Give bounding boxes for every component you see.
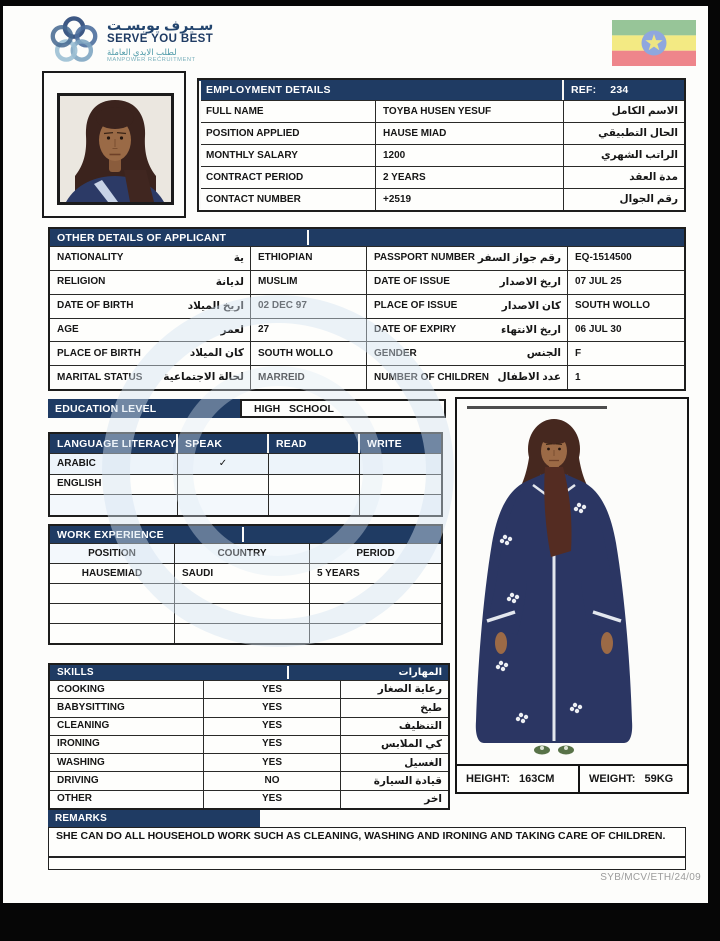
skill-name-arabic: التنظيف bbox=[341, 718, 448, 735]
detail-label: MARITAL STATUS لحالة الاجتماعية bbox=[50, 366, 250, 389]
skill-name-arabic: كي الملابس bbox=[341, 736, 448, 753]
work-position: HAUSEMIAD bbox=[50, 564, 174, 583]
period-header: PERIOD bbox=[310, 544, 441, 563]
remarks-empty-row bbox=[48, 857, 686, 870]
document-page bbox=[3, 6, 708, 903]
skill-value: NO bbox=[204, 772, 340, 789]
brand-tagline: MANPOWER RECRUITMENT bbox=[107, 57, 196, 64]
employment-value: +2519 bbox=[376, 189, 563, 210]
skill-name: BABYSITTING bbox=[50, 699, 203, 716]
brand-name: SERVE YOU BEST bbox=[107, 33, 214, 46]
read-header: READ bbox=[269, 434, 359, 453]
employment-value: TOYBA HUSEN YESUF bbox=[376, 101, 563, 122]
skill-name: COOKING bbox=[50, 681, 203, 698]
work-position bbox=[50, 624, 174, 643]
remarks-header: REMARKS bbox=[48, 810, 260, 827]
document-reference-code: SYB/MCV/ETH/24/09 bbox=[600, 872, 701, 883]
employment-details-table bbox=[197, 78, 686, 212]
detail-value: SOUTH WOLLO bbox=[568, 295, 684, 318]
work-period bbox=[310, 584, 441, 603]
language-name bbox=[50, 495, 177, 515]
detail-label: DATE OF BIRTH اريخ الميلاد bbox=[50, 295, 250, 318]
detail-label: NATIONALITY ية bbox=[50, 247, 250, 270]
detail-label: PASSPORT NUMBER رقم جواز السفر bbox=[367, 247, 567, 270]
speak-check bbox=[178, 495, 268, 515]
work-country: SAUDI bbox=[175, 564, 309, 583]
detail-value: ETHIOPIAN bbox=[251, 247, 366, 270]
brand-name-arabic: سـيرف يوبسـت bbox=[107, 16, 214, 33]
detail-value: MARREID bbox=[251, 366, 366, 389]
work-period: 5 YEARS bbox=[310, 564, 441, 583]
employment-value: 1200 bbox=[376, 145, 563, 166]
skill-value: YES bbox=[204, 718, 340, 735]
language-name: ARABIC bbox=[50, 454, 177, 474]
skill-value: YES bbox=[204, 699, 340, 716]
employment-label: FULL NAME bbox=[199, 101, 375, 122]
detail-value: 02 DEC 97 bbox=[251, 295, 366, 318]
employment-label: CONTRACT PERIOD bbox=[199, 167, 375, 188]
detail-label: DATE OF EXPIRY اريخ الانتهاء bbox=[367, 319, 567, 342]
knot-logo-icon bbox=[48, 15, 100, 67]
employment-label-arabic: الراتب الشهري bbox=[564, 145, 684, 166]
detail-label: DATE OF ISSUE اريخ الاصدار bbox=[367, 271, 567, 294]
height-value: 163CM bbox=[519, 773, 555, 785]
position-header: POSITION bbox=[50, 544, 174, 563]
employment-label-arabic: رقم الجوال bbox=[564, 189, 684, 210]
employment-value: 2 YEARS bbox=[376, 167, 563, 188]
work-period bbox=[310, 604, 441, 623]
speak-check: ✓ bbox=[178, 454, 268, 474]
education-level-header: EDUCATION LEVEL bbox=[48, 399, 240, 418]
detail-label: PLACE OF ISSUE كان الاصدار bbox=[367, 295, 567, 318]
write-check bbox=[360, 475, 441, 495]
work-country bbox=[175, 604, 309, 623]
skill-name: CLEANING bbox=[50, 718, 203, 735]
language-name: ENGLISH bbox=[50, 475, 177, 495]
brand-text bbox=[107, 17, 213, 65]
write-check bbox=[360, 495, 441, 515]
speak-header: SPEAK bbox=[178, 434, 268, 453]
detail-label: GENDER الجنس bbox=[367, 342, 567, 365]
portrait-photo-frame bbox=[42, 71, 186, 218]
speak-check bbox=[178, 475, 268, 495]
skills-title-arabic: المهارات bbox=[398, 667, 442, 678]
agency-logo bbox=[48, 15, 213, 67]
write-check bbox=[360, 454, 441, 474]
employment-label-arabic: مدة العقد bbox=[564, 167, 684, 188]
detail-value: 27 bbox=[251, 319, 366, 342]
full-body-photo-frame bbox=[455, 397, 689, 794]
detail-value: EQ-1514500 bbox=[568, 247, 684, 270]
brand-tagline-arabic: لطلب الايدي العاملة bbox=[107, 46, 177, 57]
skill-name-arabic: رعاية الصغار bbox=[341, 681, 448, 698]
work-experience-table bbox=[48, 524, 443, 645]
employment-label: POSITION APPLIED bbox=[199, 123, 375, 144]
work-position bbox=[50, 584, 174, 603]
weight-label: WEIGHT: bbox=[589, 773, 636, 785]
language-literacy-header: LANGUAGE LITERACY bbox=[50, 434, 177, 453]
height-label: HEIGHT: bbox=[466, 773, 510, 785]
employment-label-arabic: الاسم الكامل bbox=[564, 101, 684, 122]
employment-ref bbox=[564, 80, 684, 100]
skill-name-arabic: قيادة السيارة bbox=[341, 772, 448, 789]
other-details-table bbox=[48, 227, 686, 391]
skill-value: YES bbox=[204, 791, 340, 808]
work-country bbox=[175, 624, 309, 643]
work-country bbox=[175, 584, 309, 603]
skills-table bbox=[48, 663, 450, 810]
detail-label: NUMBER OF CHILDREN عدد الاطفال bbox=[367, 366, 567, 389]
detail-value: 07 JUL 25 bbox=[568, 271, 684, 294]
skill-name: DRIVING bbox=[50, 772, 203, 789]
detail-label: RELIGION لديانة bbox=[50, 271, 250, 294]
employment-details-header: EMPLOYMENT DETAILS bbox=[199, 80, 563, 100]
employment-label: CONTACT NUMBER bbox=[199, 189, 375, 210]
read-check bbox=[269, 454, 359, 474]
remarks-text: SHE CAN DO ALL HOUSEHOLD WORK SUCH AS CLEANING, WASHING AND IRONING AND TAKING CARE OF CHILDREN. bbox=[48, 827, 686, 857]
skill-name-arabic: اخر bbox=[341, 791, 448, 808]
work-experience-header: WORK EXPERIENCE bbox=[50, 526, 441, 543]
skills-header bbox=[50, 665, 448, 680]
portrait-photo bbox=[57, 93, 174, 205]
ethiopia-flag-icon bbox=[612, 20, 696, 66]
full-body-photo bbox=[457, 399, 687, 766]
skill-value: YES bbox=[204, 754, 340, 771]
detail-value: SOUTH WOLLO bbox=[251, 342, 366, 365]
other-details-header: OTHER DETAILS OF APPLICANT bbox=[50, 229, 684, 246]
detail-label: PLACE OF BIRTH كان الميلاد bbox=[50, 342, 250, 365]
detail-value: 1 bbox=[568, 366, 684, 389]
detail-value: MUSLIM bbox=[251, 271, 366, 294]
skill-value: YES bbox=[204, 681, 340, 698]
skill-name: OTHER bbox=[50, 791, 203, 808]
ref-value: 234 bbox=[610, 84, 629, 96]
work-position bbox=[50, 604, 174, 623]
ref-label: REF: bbox=[571, 84, 597, 96]
height-cell bbox=[457, 766, 578, 792]
employment-label-arabic: الحال التطبيقي bbox=[564, 123, 684, 144]
read-check bbox=[269, 475, 359, 495]
detail-label: AGE لعمر bbox=[50, 319, 250, 342]
employment-label: MONTHLY SALARY bbox=[199, 145, 375, 166]
write-header: WRITE bbox=[360, 434, 441, 453]
skill-name-arabic: الغسيل bbox=[341, 754, 448, 771]
skill-name-arabic: طبخ bbox=[341, 699, 448, 716]
weight-cell bbox=[578, 766, 687, 792]
employment-value: HAUSE MIAD bbox=[376, 123, 563, 144]
skill-name: WASHING bbox=[50, 754, 203, 771]
work-period bbox=[310, 624, 441, 643]
skill-name: IRONING bbox=[50, 736, 203, 753]
height-weight-row bbox=[457, 764, 687, 792]
weight-value: 59KG bbox=[644, 773, 674, 785]
skills-title: SKILLS bbox=[57, 667, 94, 678]
detail-value: 06 JUL 30 bbox=[568, 319, 684, 342]
detail-value: F bbox=[568, 342, 684, 365]
read-check bbox=[269, 495, 359, 515]
portrait-person-drawing bbox=[60, 96, 171, 202]
skill-value: YES bbox=[204, 736, 340, 753]
education-level-value: HIGH SCHOOL bbox=[240, 399, 446, 418]
country-header: COUNTRY bbox=[175, 544, 309, 563]
full-body-person-drawing bbox=[457, 409, 686, 761]
language-literacy-table bbox=[48, 432, 443, 517]
